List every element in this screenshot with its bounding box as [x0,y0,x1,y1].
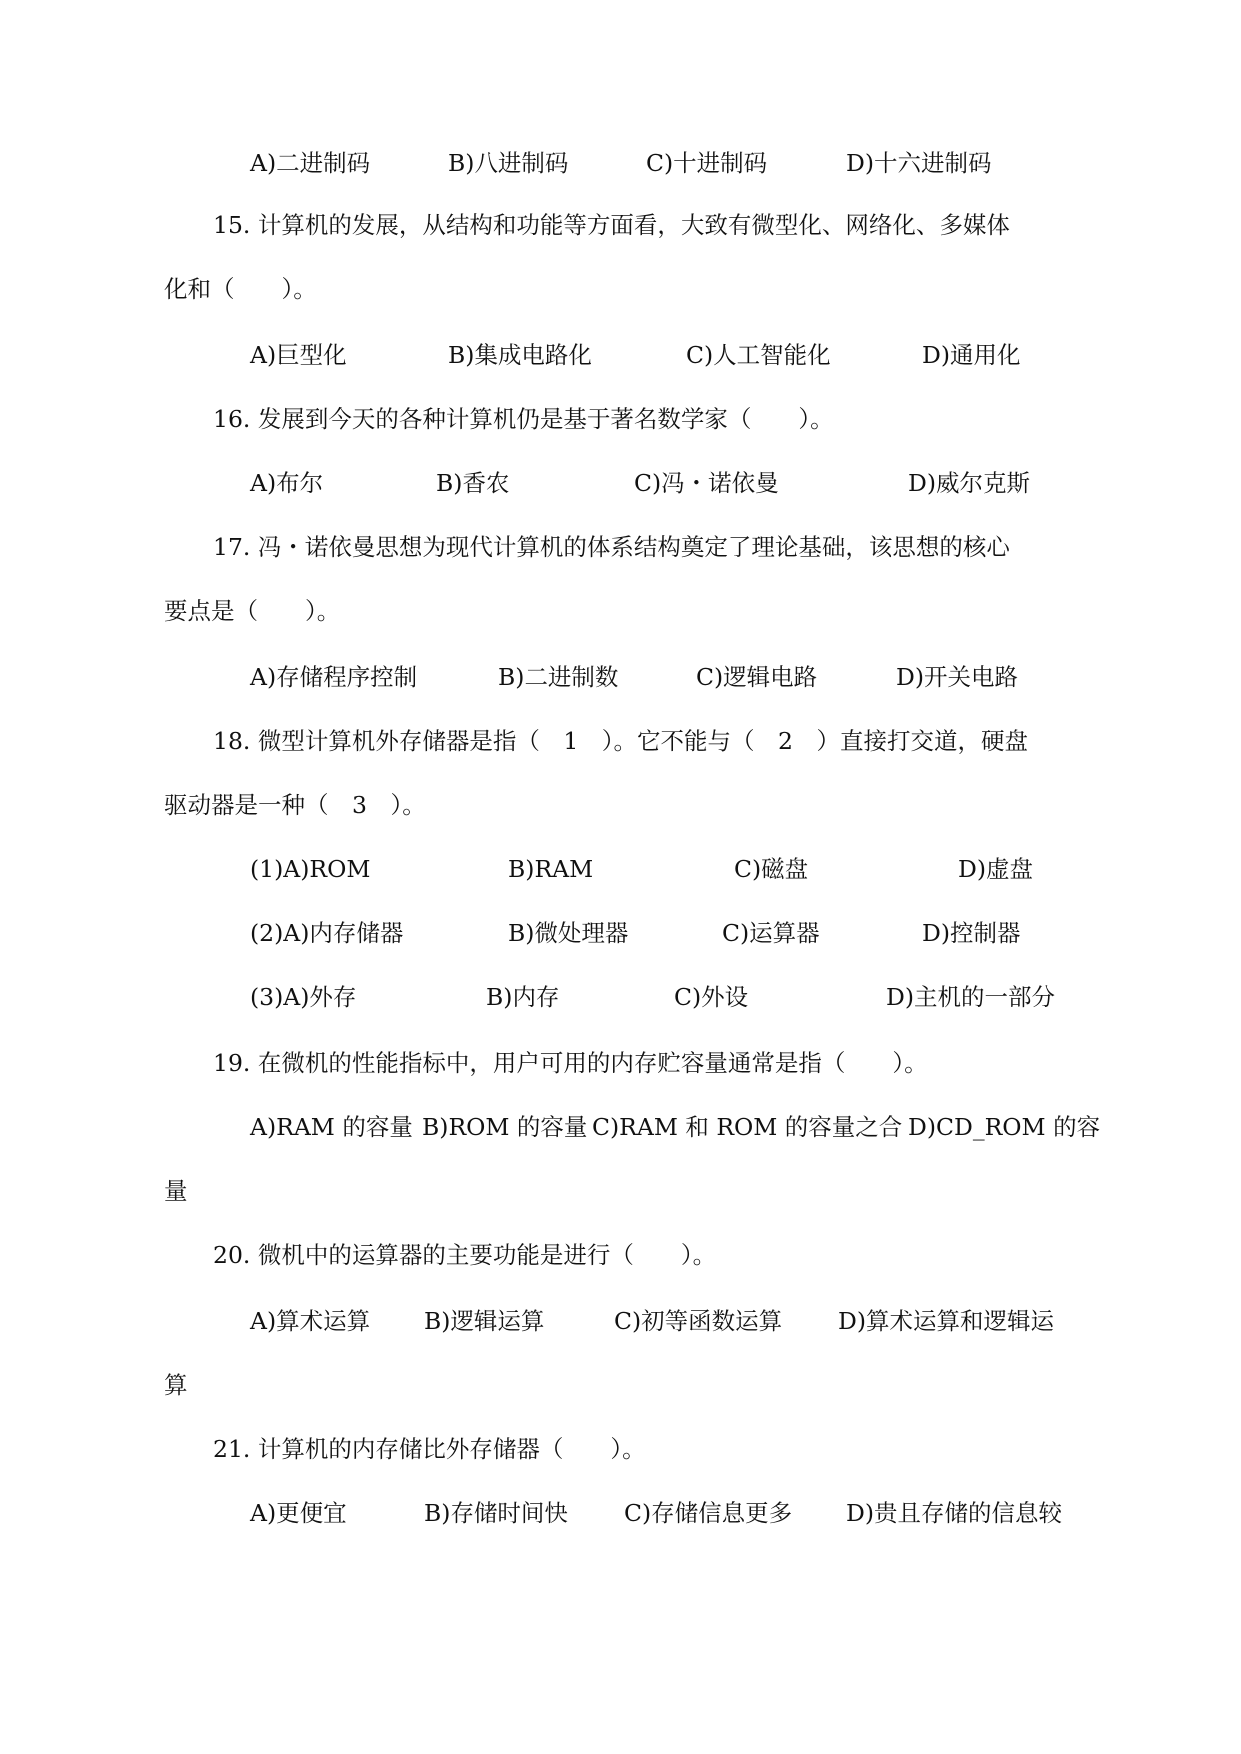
q18-sub2-option-c: C)运算器 [722,919,820,947]
q16-option-c: C)冯・诺依曼 [634,469,779,497]
q19-option-c: C)RAM 和 ROM 的容量之合 [592,1113,903,1141]
q20-option-a: A)算术运算 [250,1307,371,1335]
q14-option-c: C)十进制码 [646,149,768,177]
q17-option-b: B)二进制数 [498,663,619,691]
q19-option-a: A)RAM 的容量 [250,1113,413,1141]
q15-option-a: A)巨型化 [250,341,347,369]
q15-stem-line1: 15. 计算机的发展，从结构和功能等方面看，大致有微型化、网络化、多媒体 [213,211,1010,239]
q17-option-c: C)逻辑电路 [696,663,818,691]
q14-option-b: B)八进制码 [448,149,569,177]
q20-stem: 20. 微机中的运算器的主要功能是进行（ ）。 [213,1241,717,1269]
q18-sub2-option-d: D)控制器 [922,919,1021,947]
q15-stem-line2: 化和（ ）。 [164,275,317,303]
q18-sub1-option-a: (1)A)ROM [250,855,371,883]
q19-option-d: D)CD_ROM 的容 [908,1113,1101,1141]
q18-sub3-option-c: C)外设 [674,983,749,1011]
q16-stem: 16. 发展到今天的各种计算机仍是基于著名数学家（ ）。 [213,405,834,433]
q18-stem-line1: 18. 微型计算机外存储器是指（ 1 ）。它不能与（ 2 ）直接打交道，硬盘 [213,727,1028,755]
q16-option-d: D)威尔克斯 [908,469,1031,497]
q20-option-b: B)逻辑运算 [424,1307,545,1335]
q21-option-b: B)存储时间快 [424,1499,568,1527]
q19-stem: 19. 在微机的性能指标中，用户可用的内存贮容量通常是指（ ）。 [213,1049,928,1077]
q20-option-d-wrap: 算 [164,1371,188,1399]
q14-option-a: A)二进制码 [250,149,371,177]
q18-stem-line2: 驱动器是一种（ 3 ）。 [164,791,426,819]
q18-sub3-option-b: B)内存 [486,983,560,1011]
q20-option-d: D)算术运算和逻辑运 [838,1307,1055,1335]
q21-option-d: D)贵且存储的信息较 [846,1499,1063,1527]
q18-sub2-option-b: B)微处理器 [508,919,629,947]
q17-option-d: D)开关电路 [896,663,1019,691]
q21-option-c: C)存储信息更多 [624,1499,793,1527]
q19-option-b: B)ROM 的容量 [422,1113,588,1141]
q18-sub3-option-a: (3)A)外存 [250,983,357,1011]
q21-option-a: A)更便宜 [250,1499,347,1527]
q18-sub1-option-b: B)RAM [508,855,594,883]
q18-sub3-option-d: D)主机的一部分 [886,983,1056,1011]
q19-option-d-wrap: 量 [164,1177,188,1205]
q18-sub1-option-c: C)磁盘 [734,855,809,883]
q21-stem: 21. 计算机的内存储比外存储器（ ）。 [213,1435,646,1463]
q17-stem-line2: 要点是（ ）。 [164,597,341,625]
q15-option-d: D)通用化 [922,341,1021,369]
q15-option-c: C)人工智能化 [686,341,831,369]
q18-sub2-option-a: (2)A)内存储器 [250,919,404,947]
q16-option-a: A)布尔 [250,469,324,497]
q15-option-b: B)集成电路化 [448,341,592,369]
q18-sub1-option-d: D)虚盘 [958,855,1034,883]
q14-option-d: D)十六进制码 [846,149,992,177]
q17-option-a: A)存储程序控制 [250,663,418,691]
q16-option-b: B)香农 [436,469,510,497]
q20-option-c: C)初等函数运算 [614,1307,783,1335]
q17-stem-line1: 17. 冯・诺依曼思想为现代计算机的体系结构奠定了理论基础，该思想的核心 [213,533,1010,561]
